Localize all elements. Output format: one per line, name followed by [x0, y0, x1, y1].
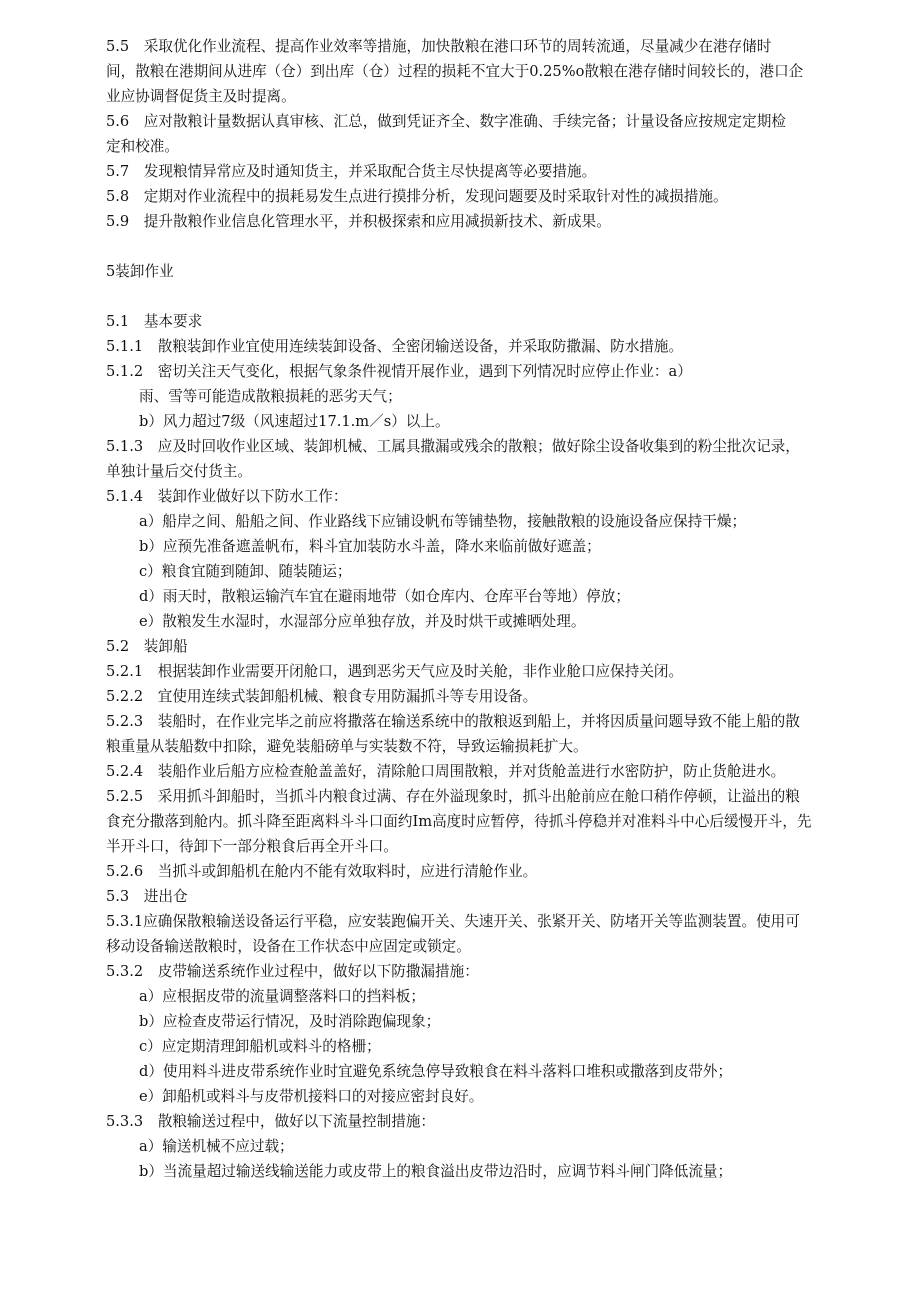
- clause-5-5-line-3: 业应协调督促货主及时提离。: [106, 88, 296, 105]
- document-page: [106, 34, 830, 1184]
- section-5-2-title: 5.2 装卸船: [106, 638, 188, 655]
- clause-5-7: 5.7 发现粮情异常应及时通知货主，并采取配合货主尽快提离等必要措施。: [106, 163, 597, 180]
- clause-5-1-2-line-2: 雨、雪等可能造成散粮损耗的恶劣天气；: [139, 388, 402, 405]
- clause-5-2-5-line-2: 食充分撒落到舱内。抓斗降至距离料斗斗口面约Im高度时应暂停，待抓斗停稳并对准料斗中心后缓慢开斗，先: [106, 813, 812, 830]
- clause-5-9: 5.9 提升散粮作业信息化管理水平，并积极探索和应用减损新技术、新成果。: [106, 213, 611, 230]
- spacer: [106, 284, 830, 309]
- list-item: d）使用料斗进皮带系统作业时宜避免系统急停导致粮食在料斗落料口堆积或撒落到皮带外；: [139, 1063, 733, 1080]
- clause-5-1-2-item-b: b）风力超过7级（风速超过17.1.m／s）以上。: [139, 413, 450, 430]
- clause-5-6-line-2: 定和校准。: [106, 138, 179, 155]
- clause-5-2-3-line-2: 粮重量从装船数中扣除，避免装船磅单与实装数不符，导致运输损耗扩大。: [106, 738, 588, 755]
- list-item: c）粮食宜随到随卸、随装随运；: [139, 563, 352, 580]
- list-item: a）输送机械不应过载；: [139, 1138, 294, 1155]
- list-item: d）雨天时，散粮运输汽车宜在避雨地带（如仓库内、仓库平台等地）停放；: [139, 588, 630, 605]
- section-5-3-title: 5.3 进出仓: [106, 888, 188, 905]
- clause-5-2-3-line-1: 5.2.3 装船时，在作业完毕之前应将撒落在输送系统中的散粮返到船上，并将因质量问题导致不能上船的散: [106, 713, 800, 730]
- clause-5-1-3-line-1: 5.1.3 应及时回收作业区域、装卸机械、工属具撒漏或残余的散粮；做好除尘设备收集到的粉尘批次记录，: [106, 438, 800, 455]
- clause-5-2-2: 5.2.2 宜使用连续式装卸船机械、粮食专用防漏抓斗等专用设备。: [106, 688, 538, 705]
- clause-5-1-1: 5.1.1 散粮装卸作业宜使用连续装卸设备、全密闭输送设备，并采取防撒漏、防水措施。: [106, 338, 684, 355]
- clause-5-1-4: 5.1.4 装卸作业做好以下防水工作：: [106, 488, 348, 505]
- clause-5-5-line-1: 5.5 采取优化作业流程、提高作业效率等措施，加快散粮在港口环节的周转流通，尽量减少在港存储时: [106, 38, 772, 55]
- clause-5-2-4: 5.2.4 装船作业后船方应检查舱盖盖好，清除舱口周围散粮，并对货舱盖进行水密防护，防止货舱进水。: [106, 763, 786, 780]
- clause-5-3-2: 5.3.2 皮带输送系统作业过程中，做好以下防撒漏措施：: [106, 963, 479, 980]
- clause-5-5-line-2: 间，散粮在港期间从进库（仓）到出库（仓）过程的损耗不宜大于0.25%o散粮在港存储时间较长的，港口企: [106, 63, 804, 80]
- clause-5-8: 5.8 定期对作业流程中的损耗易发生点进行摸排分析，发现问题要及时采取针对性的减损措施。: [106, 188, 728, 205]
- list-item: c）应定期清理卸船机或料斗的格栅；: [139, 1038, 381, 1055]
- clause-5-1-3-line-2: 单独计量后交付货主。: [106, 463, 252, 480]
- list-item: e）卸船机或料斗与皮带机接料口的对接应密封良好。: [139, 1088, 484, 1105]
- clause-5-3-3: 5.3.3 散粮输送过程中，做好以下流量控制措施：: [106, 1113, 436, 1130]
- clause-5-1-2-line-1: 5.1.2 密切关注天气变化，根据气象条件视情开展作业，遇到下列情况时应停止作业：a）: [106, 363, 692, 380]
- clause-5-3-1-line-1: 5.3.1应确保散粮输送设备运行平稳，应安装跑偏开关、失速开关、张紧开关、防堵开关等监测装置。使用可: [106, 913, 800, 930]
- list-item: b）应检查皮带运行情况，及时消除跑偏现象；: [139, 1013, 441, 1030]
- clause-5-2-5-line-1: 5.2.5 采用抓斗卸船时，当抓斗内粮食过满、存在外溢现象时，抓斗出舱前应在舱口稍作停顿，让溢出的粮: [106, 788, 800, 805]
- chapter-heading: 5装卸作业: [106, 263, 174, 280]
- clause-5-3-1-line-2: 移动设备输送散粮时，设备在工作状态中应固定或锁定。: [106, 938, 471, 955]
- list-item: b）应预先准备遮盖帆布，料斗宜加装防水斗盖，降水来临前做好遮盖；: [139, 538, 601, 555]
- spacer: [106, 234, 830, 259]
- section-5-1-title: 5.1 基本要求: [106, 313, 203, 330]
- clause-5-2-5-line-3: 半开斗口，待卸下一部分粮食后再全开斗口。: [106, 838, 398, 855]
- clause-5-2-6: 5.2.6 当抓斗或卸船机在舱内不能有效取料时，应进行清舱作业。: [106, 863, 538, 880]
- list-item: e）散粮发生水湿时，水湿部分应单独存放，并及时烘干或摊晒处理。: [139, 613, 586, 630]
- clause-5-2-1: 5.2.1 根据装卸作业需要开闭舱口，遇到恶劣天气应及时关舱，非作业舱口应保持关闭。: [106, 663, 684, 680]
- clause-5-6-line-1: 5.6 应对散粮计量数据认真审核、汇总，做到凭证齐全、数字准确、手续完备；计量设备应按规定定期检: [106, 113, 786, 130]
- list-item: a）船岸之间、船船之间、作业路线下应铺设帆布等铺垫物，接触散粮的设施设备应保持干燥；: [139, 513, 747, 530]
- list-item: b）当流量超过输送线输送能力或皮带上的粮食溢出皮带边沿时，应调节料斗闸门降低流量；: [139, 1163, 733, 1180]
- list-item: a）应根据皮带的流量调整落料口的挡料板；: [139, 988, 425, 1005]
